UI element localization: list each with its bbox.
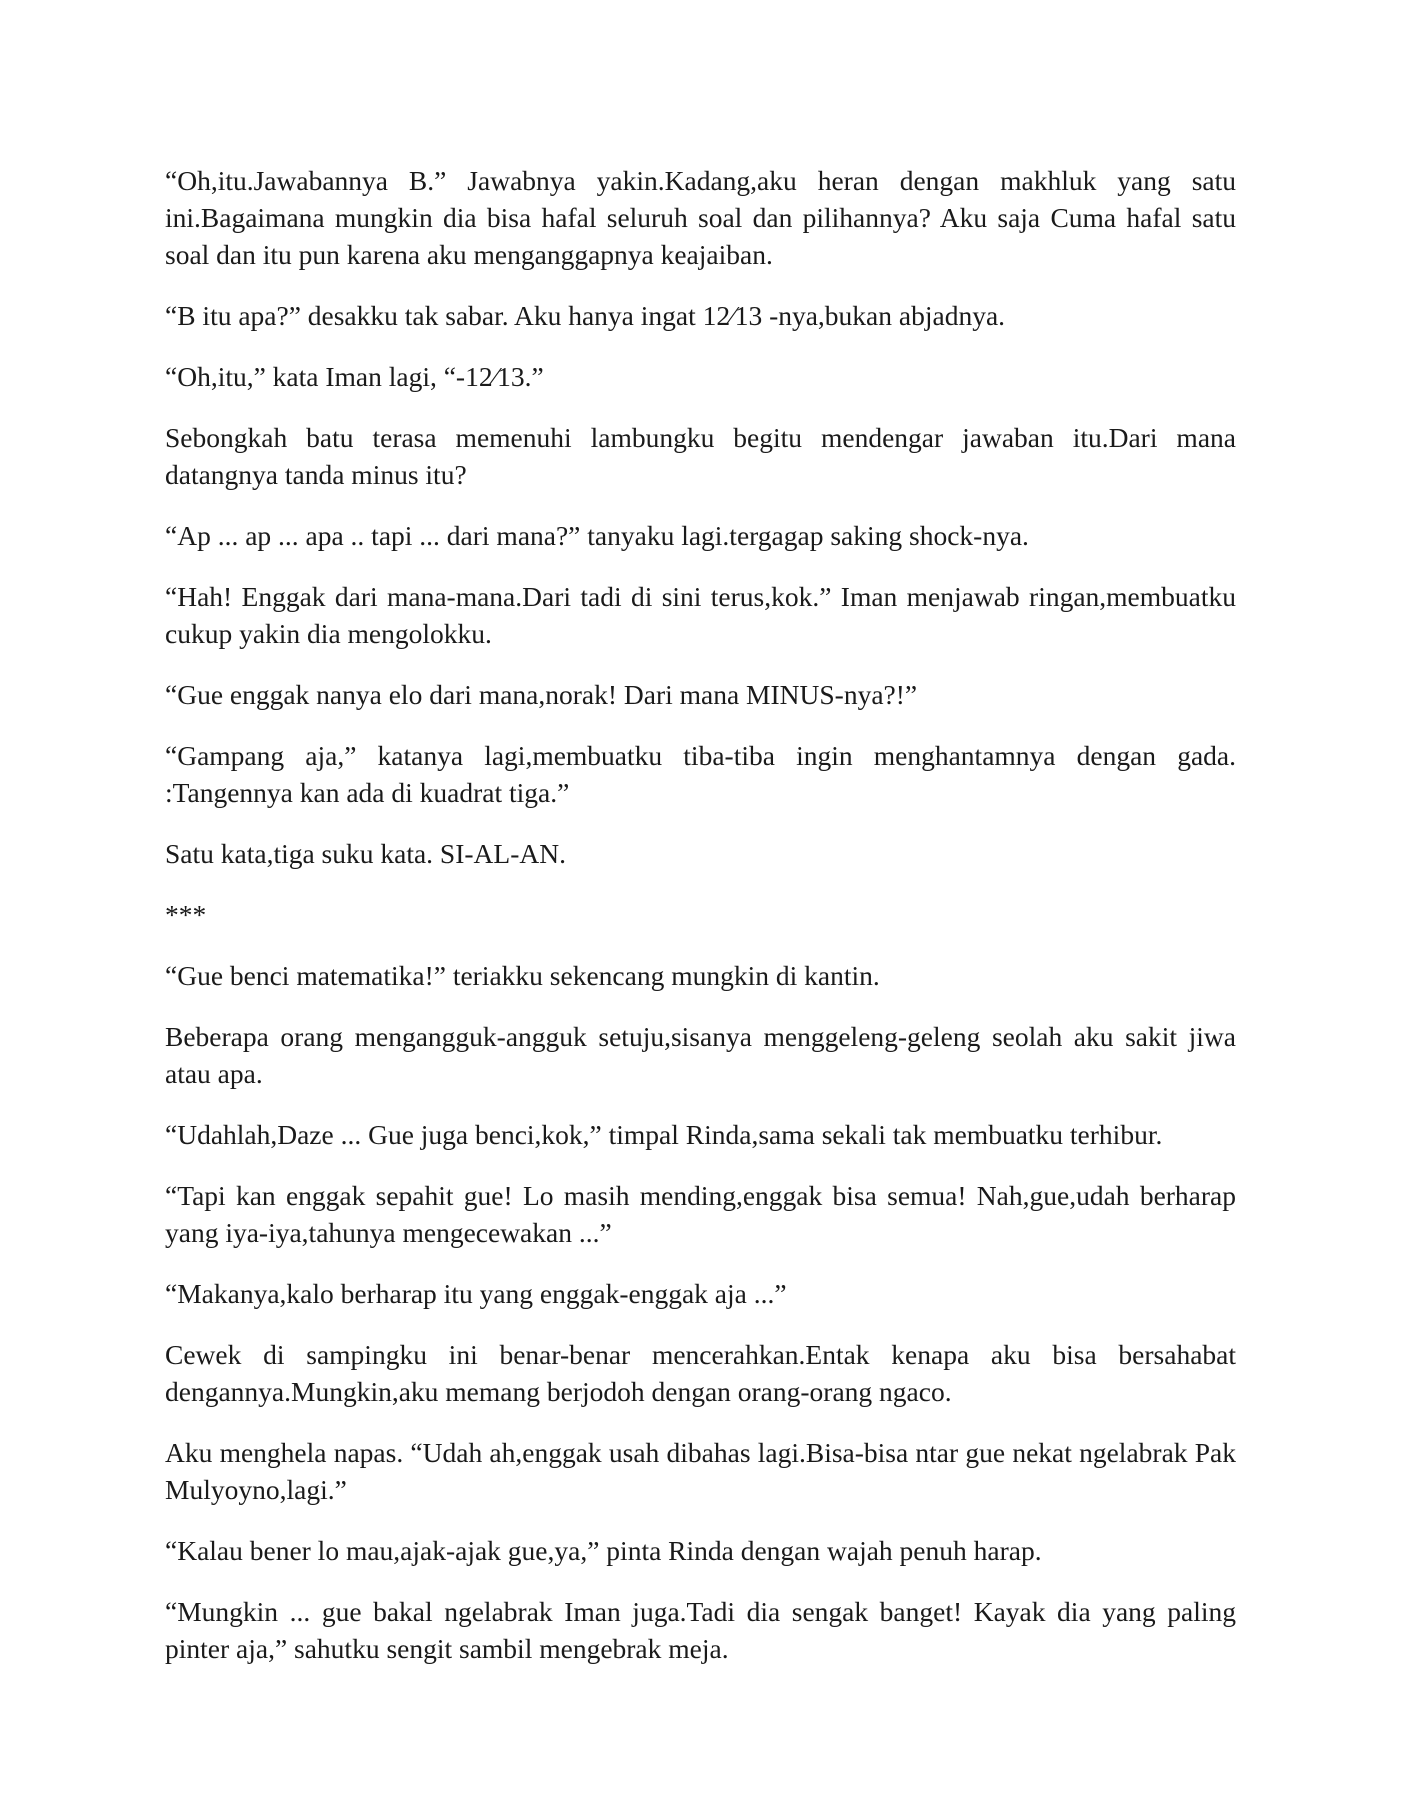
paragraph: “Gue benci matematika!” teriakku sekencang mungkin di kantin.: [165, 960, 880, 991]
paragraph: “Oh,itu.Jawabannya B.” Jawabnya yakin.Kadang,aku heran dengan makhluk yang satu ini.Bagaimana mungkin dia bisa hafal seluruh soal dan pilihannya? Aku saja Cuma hafal satu soal dan itu pun karena aku menganggapnya keajaiban.: [165, 165, 1236, 270]
paragraph: Sebongkah batu terasa memenuhi lambungku begitu mendengar jawaban itu.Dari mana datangnya tanda minus itu?: [165, 422, 1236, 490]
paragraph: “Hah! Enggak dari mana-mana.Dari tadi di sini terus,kok.” Iman menjawab ringan,membuatku cukup yakin dia mengolokku.: [165, 581, 1236, 649]
paragraph: “Udahlah,Daze ... Gue juga benci,kok,” timpal Rinda,sama sekali tak membuatku terhibur.: [165, 1119, 1163, 1150]
document-body: [165, 162, 1236, 1691]
paragraph: “Tapi kan enggak sepahit gue! Lo masih mending,enggak bisa semua! Nah,gue,udah berharap yang iya-iya,tahunya mengecewakan ...”: [165, 1180, 1236, 1248]
paragraph: “B itu apa?” desakku tak sabar. Aku hanya ingat 12⁄13 -nya,bukan abjadnya.: [165, 300, 1006, 331]
paragraph: “Mungkin ... gue bakal ngelabrak Iman juga.Tadi dia sengak banget! Kayak dia yang paling pinter aja,” sahutku sengit sambil mengebrak meja.: [165, 1596, 1236, 1664]
paragraph: “Gampang aja,” katanya lagi,membuatku tiba-tiba ingin menghantamnya dengan gada. :Tangennya kan ada di kuadrat tiga.”: [165, 740, 1236, 808]
section-break: ***: [165, 899, 207, 930]
paragraph: “Gue enggak nanya elo dari mana,norak! Dari mana MINUS-nya?!”: [165, 679, 918, 710]
paragraph: Satu kata,tiga suku kata. SI-AL-AN.: [165, 838, 566, 869]
paragraph: “Ap ... ap ... apa .. tapi ... dari mana?” tanyaku lagi.tergagap saking shock-nya.: [165, 520, 1029, 551]
paragraph: Beberapa orang mengangguk-angguk setuju,sisanya menggeleng-geleng seolah aku sakit jiwa atau apa.: [165, 1021, 1236, 1089]
paragraph: Cewek di sampingku ini benar-benar mencerahkan.Entak kenapa aku bisa bersahabat dengannya.Mungkin,aku memang berjodoh dengan orang-orang ngaco.: [165, 1339, 1236, 1407]
paragraph: “Oh,itu,” kata Iman lagi, “-12⁄13.”: [165, 361, 544, 392]
paragraph: “Makanya,kalo berharap itu yang enggak-enggak aja ...”: [165, 1278, 787, 1309]
paragraph: Aku menghela napas. “Udah ah,enggak usah dibahas lagi.Bisa-bisa ntar gue nekat ngelabrak Pak Mulyoyno,lagi.”: [165, 1437, 1236, 1505]
paragraph: “Kalau bener lo mau,ajak-ajak gue,ya,” pinta Rinda dengan wajah penuh harap.: [165, 1535, 1042, 1566]
